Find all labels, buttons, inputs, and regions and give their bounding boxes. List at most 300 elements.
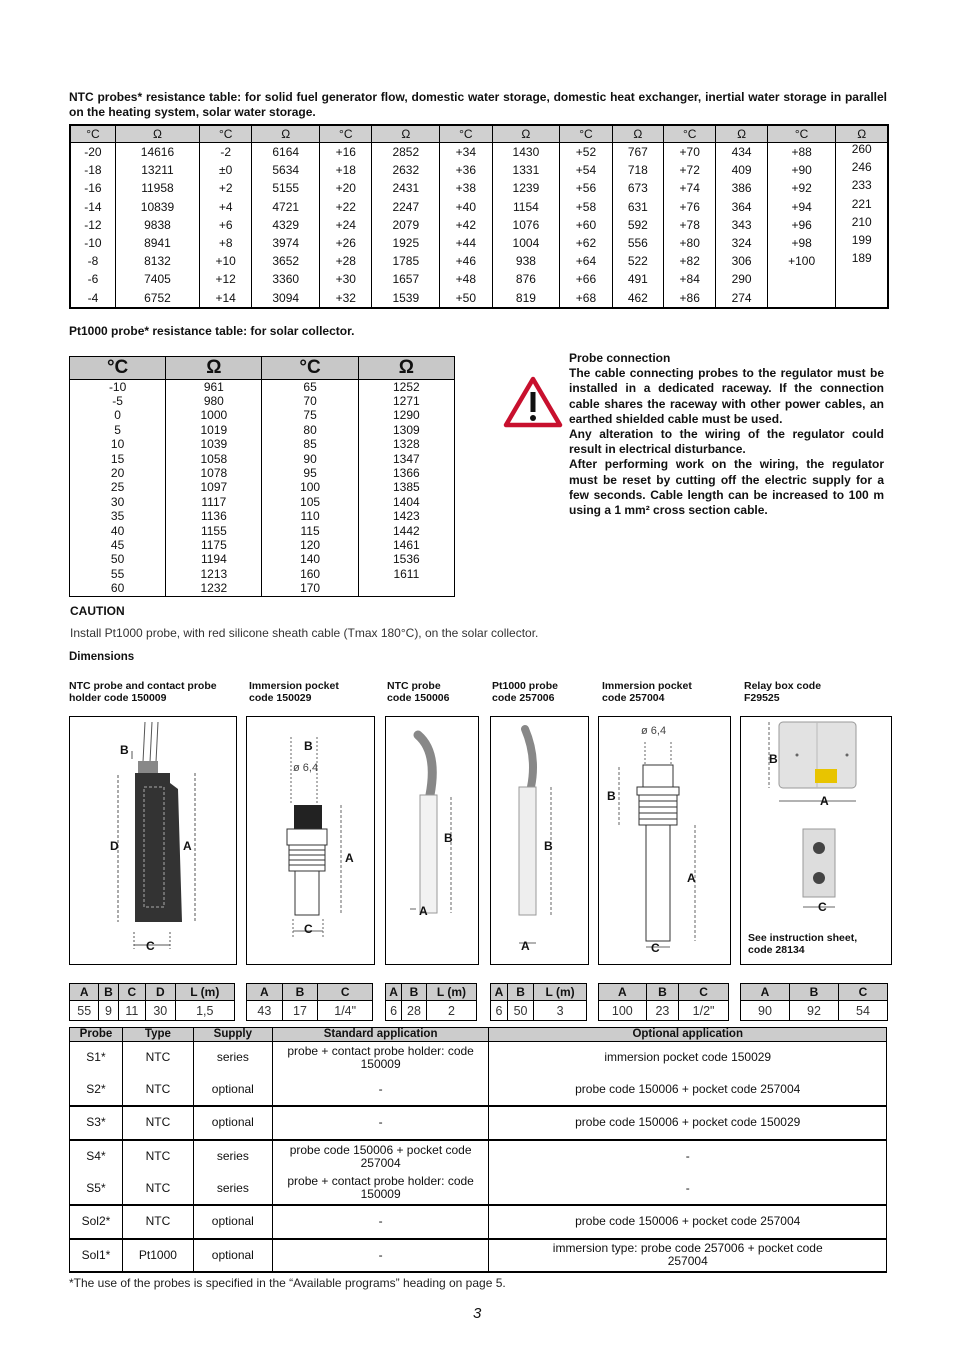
dim-header-cell: C [839,984,888,1001]
pt-cell: 105 [262,495,358,509]
dim-header-cell: B [646,984,679,1001]
diagram-pt1000-probe-257006 [490,716,589,965]
ntc-cell: 876 [492,270,560,288]
pt-cell: 10 [110,437,125,452]
pt-header-cell: °C [262,357,358,380]
ntc-cell: +8 [200,234,252,252]
dim-label-b: B [304,739,313,753]
table-row [70,553,454,567]
pt1000-resistance-table [69,356,455,597]
ntc-cell: +12 [200,270,252,288]
ntc-cell: 10839 [115,198,199,216]
diagram-title-150006: NTC probe code 150006 [387,680,450,704]
ntc-cell: +38 [440,179,492,197]
app-cell: probe code 150006 + pocket code 257004 [489,1205,887,1239]
table-row [70,1042,887,1074]
pt-table-title: Pt1000 probe* resistance table: for solar collector. [69,324,355,338]
pt-cell: 45 [110,537,125,552]
ntc-cell: 5155 [252,179,320,197]
ntc-cell [836,270,888,288]
table-row [70,1074,887,1107]
dim-header-cell: A [491,984,508,1001]
dim-value-cell: 3 [534,1001,587,1021]
dim-value-row [491,1001,587,1021]
pt-cell: 25 [110,480,125,495]
ntc-header-cell: Ω [836,126,888,143]
caution-text: Install Pt1000 probe, with red silicone sheath cable (Tmax 180°C), on the solar collector. [70,626,539,640]
pt-cell: 20 [110,466,125,481]
app-cell: series [193,1140,272,1173]
dim-value-cell: 43 [247,1001,283,1021]
dim-header-cell: D [146,984,175,1001]
app-cell: immersion type: probe code 257006 + pocket code 257004 [489,1239,887,1273]
app-cell: immersion pocket code 150029 [489,1042,887,1074]
app-cell: NTC [122,1140,193,1173]
app-cell: S5* [70,1172,123,1205]
dim-value-cell: 23 [646,1001,679,1021]
ntc-cell: +22 [320,198,372,216]
ntc-cell: -12 [71,216,116,234]
ntc-cell: 592 [612,216,663,234]
ntc-cell: 3974 [252,234,320,252]
dim-label-c: C [818,900,827,914]
pt-cell: 1423 [358,510,454,524]
table-row [70,567,454,581]
app-cell: Sol1* [70,1239,123,1273]
dim-value-row [70,1001,235,1021]
ntc-cell: +98 [767,234,836,252]
ntc-cell: +86 [664,289,716,308]
pt-cell: 1000 [166,409,262,423]
app-header-cell: Optional application [489,1028,887,1042]
pt-cell: 1271 [358,394,454,408]
ntc-cell: 324 [716,234,767,252]
ntc-cell: 767 [612,143,663,162]
dim-value-row [247,1001,373,1021]
dim-label-d: D [110,839,119,853]
pt-cell: 160 [262,567,358,581]
dim-header-cell: B [790,984,839,1001]
ntc-cell: 2079 [372,216,440,234]
ntc-cell: 491 [612,270,663,288]
dim-label-a: A [687,871,696,885]
app-cell: NTC [122,1172,193,1205]
ntc-cell: +54 [560,161,612,179]
ntc-header-cell: °C [440,126,492,143]
app-cell: - [272,1239,489,1273]
ntc-cell: 189 [836,252,888,270]
app-cell: - [272,1074,489,1107]
ntc-cell: +48 [440,270,492,288]
ntc-header-cell: Ω [252,126,320,143]
ntc-cell: 8941 [115,234,199,252]
ntc-cell: +66 [560,270,612,288]
app-cell: NTC [122,1042,193,1074]
probe-application-table [69,1027,887,1273]
ntc-cell: -16 [71,179,116,197]
pt-cell: 30 [110,494,125,509]
ntc-cell: +24 [320,216,372,234]
pt-cell: 980 [166,394,262,408]
dim-header-cell: A [70,984,99,1001]
ntc-cell: +62 [560,234,612,252]
ntc-cell: -2 [200,143,252,162]
ntc-cell: -4 [71,289,116,308]
app-cell: optional [193,1205,272,1239]
pt-header-cell: °C [70,357,166,380]
ntc-cell: 1539 [372,289,440,308]
ntc-cell: 233 [836,179,888,197]
ntc-cell: +82 [664,252,716,270]
diagram-title-257006: Pt1000 probe code 257006 [492,680,558,704]
pt-cell: 110 [262,510,358,524]
app-cell: S3* [70,1106,123,1140]
ntc-cell: +34 [440,143,492,162]
ntc-cell: 11958 [115,179,199,197]
ntc-cell: 3094 [252,289,320,308]
ntc-cell: +60 [560,216,612,234]
dim-header-cell: A [741,984,790,1001]
ntc-cell: +6 [200,216,252,234]
ntc-cell: 210 [836,216,888,234]
ntc-header-cell: Ω [492,126,560,143]
diagram-title-257004: Immersion pocket code 257004 [602,680,692,704]
pt-header-cell: Ω [166,357,262,380]
ntc-header-cell: °C [767,126,836,143]
ntc-cell: -20 [71,143,116,162]
app-cell: Pt1000 [122,1239,193,1273]
relay-note: See instruction sheet, code 28134 [748,932,858,956]
dim-value-cell: 6 [386,1001,402,1021]
ntc-cell: 7405 [115,270,199,288]
ntc-cell: 2247 [372,198,440,216]
ntc-cell: +18 [320,161,372,179]
ntc-cell: 1239 [492,179,560,197]
ntc-cell: +68 [560,289,612,308]
dim-table-150006 [385,983,477,1021]
pt-cell: 1039 [166,438,262,452]
pt-cell: 120 [262,538,358,552]
dim-value-cell: 90 [741,1001,790,1021]
ntc-cell: 631 [612,198,663,216]
table-row [70,466,454,480]
ntc-cell: +100 [767,252,836,270]
ntc-cell: 3360 [252,270,320,288]
diagram-title-150029: Immersion pocket code 150029 [249,680,339,704]
table-row [70,409,454,423]
ntc-cell: 364 [716,198,767,216]
dim-value-cell: 55 [70,1001,99,1021]
app-cell: probe code 150006 + pocket code 150029 [489,1106,887,1140]
ntc-cell: +44 [440,234,492,252]
ntc-header-cell: °C [664,126,716,143]
ntc-cell: 556 [612,234,663,252]
ntc-cell: +36 [440,161,492,179]
pt-cell: 1461 [358,538,454,552]
ntc-cell: +52 [560,143,612,162]
ntc-cell: 246 [836,161,888,179]
ntc-cell: +40 [440,198,492,216]
ntc-cell: 1785 [372,252,440,270]
pt-cell: 115 [262,524,358,538]
ntc-cell: 4329 [252,216,320,234]
table-row [71,143,888,162]
ntc-cell: 522 [612,252,663,270]
app-cell: series [193,1042,272,1074]
pt-cell: 95 [262,466,358,480]
ntc-cell: 274 [716,289,767,308]
ntc-cell: 386 [716,179,767,197]
ntc-cell: +96 [767,216,836,234]
dim-label-diameter: ø 6,4 [293,762,319,774]
ntc-cell [767,289,836,308]
app-cell: - [272,1106,489,1140]
ntc-cell: 5634 [252,161,320,179]
app-cell: S1* [70,1042,123,1074]
dim-value-cell: 17 [282,1001,318,1021]
ntc-cell: 409 [716,161,767,179]
pt-cell: 1536 [358,553,454,567]
pt-cell: 60 [110,581,125,596]
dim-label-c: C [651,941,660,955]
dim-table-150009 [69,983,235,1021]
diagram-immersion-pocket-150029 [246,716,375,965]
table-row [70,495,454,509]
pt-cell: 1347 [358,452,454,466]
ntc-cell: 343 [716,216,767,234]
dim-header-cell: A [247,984,283,1001]
dim-header-cell: A [599,984,647,1001]
app-header-cell: Standard application [272,1028,489,1042]
pt-cell: 40 [110,523,125,538]
probe-connection-p1: The cable connecting probes to the regulator must be installed in a dedicated raceway. If the connection cable shares the raceway with other power cables, an earthed shielded cable must be used. [569,366,884,426]
app-cell: - [489,1172,887,1205]
table-row [70,1239,887,1273]
pt-cell: 140 [262,553,358,567]
ntc-cell: 2852 [372,143,440,162]
app-header-cell: Supply [193,1028,272,1042]
dim-label-b: B [607,789,616,803]
pt-cell: 1097 [166,481,262,495]
dim-value-cell: 50 [507,1001,533,1021]
dim-value-cell: 1,5 [175,1001,234,1021]
app-cell: probe code 150006 + pocket code 257004 [489,1074,887,1107]
ntc-header-cell: °C [560,126,612,143]
table-row [71,289,888,308]
dim-header-row [70,984,235,1001]
dim-value-row [386,1001,477,1021]
dim-label-a: A [345,851,354,865]
ntc-resistance-table [69,124,889,309]
ntc-cell: 221 [836,198,888,216]
app-cell: optional [193,1239,272,1273]
pt-cell: 1213 [166,567,262,581]
pt-header-cell: Ω [358,357,454,380]
pt-cell: -5 [112,394,123,409]
ntc-cell: +16 [320,143,372,162]
dim-header-cell: B [507,984,533,1001]
pt-cell: 85 [262,438,358,452]
app-cell: NTC [122,1074,193,1107]
app-cell: S2* [70,1074,123,1107]
pt-cell: 1404 [358,495,454,509]
ntc-cell: 718 [612,161,663,179]
ntc-cell: 260 [836,143,888,162]
pt-cell: 1611 [358,567,454,581]
ntc-cell: +56 [560,179,612,197]
ntc-cell: +84 [664,270,716,288]
table-row [70,481,454,495]
pt-cell: 1019 [166,423,262,437]
ntc-cell: +80 [664,234,716,252]
probe-connection-p2: Any alteration to the wiring of the regulator could result in electrical disturbance. [569,427,884,457]
dim-label-c: C [304,922,313,936]
dim-header-cell: B [282,984,318,1001]
table-row [71,179,888,197]
app-header-cell: Type [122,1028,193,1042]
dim-label-a: A [419,904,428,918]
ntc-cell: +10 [200,252,252,270]
ntc-cell: +14 [200,289,252,308]
dim-header-cell: B [402,984,427,1001]
pt-cell: 1136 [166,510,262,524]
pt-cell: 1117 [166,495,262,509]
dim-header-row [491,984,587,1001]
dim-value-cell: 28 [402,1001,427,1021]
ntc-cell: +32 [320,289,372,308]
dim-label-b: B [544,839,553,853]
table-row [70,423,454,437]
ntc-header-cell: Ω [612,126,663,143]
dim-header-cell: L (m) [426,984,476,1001]
dim-value-cell: 1/4" [318,1001,373,1021]
ntc-cell: -14 [71,198,116,216]
table-row [70,380,454,395]
ntc-cell: +88 [767,143,836,162]
app-cell: - [272,1205,489,1239]
ntc-cell: +70 [664,143,716,162]
table-row [70,438,454,452]
table-row [70,524,454,538]
pt-cell: 55 [110,566,125,581]
ntc-cell: +28 [320,252,372,270]
pt-cell: 170 [262,581,358,595]
ntc-cell: +64 [560,252,612,270]
app-cell: probe + contact probe holder: code 150009 [272,1042,489,1074]
pt-cell: 35 [110,509,125,524]
pt-cell: 75 [262,409,358,423]
app-cell: probe + contact probe holder: code 150009 [272,1172,489,1205]
ntc-cell: 819 [492,289,560,308]
app-cell: S4* [70,1140,123,1173]
pt-cell [358,581,454,595]
ntc-cell: +92 [767,179,836,197]
pt-cell: 65 [262,380,358,395]
ntc-cell: 3652 [252,252,320,270]
table-row [71,161,888,179]
ntc-cell: +42 [440,216,492,234]
app-cell: NTC [122,1106,193,1140]
diagram-relay-box-f29525 [740,716,892,965]
app-cell: NTC [122,1205,193,1239]
dim-header-row [599,984,729,1001]
dim-header-cell: L (m) [175,984,234,1001]
dim-value-cell: 100 [599,1001,647,1021]
ntc-cell: 1076 [492,216,560,234]
dim-value-cell: 9 [99,1001,118,1021]
ntc-cell: 1430 [492,143,560,162]
table-row [70,1172,887,1205]
dim-label-a: A [183,839,192,853]
dim-value-cell: 2 [426,1001,476,1021]
ntc-cell: 938 [492,252,560,270]
ntc-cell [836,289,888,308]
pt-cell: 5 [114,422,121,437]
dim-table-257004 [598,983,729,1021]
dim-header-row [741,984,888,1001]
app-header-cell: Probe [70,1028,123,1042]
dim-value-cell: 1/2" [679,1001,729,1021]
app-cell: series [193,1172,272,1205]
pt-cell: 1366 [358,466,454,480]
pt-cell: 1290 [358,409,454,423]
caution-title: CAUTION [70,604,125,618]
ntc-cell: 1925 [372,234,440,252]
pt-cell: 1328 [358,438,454,452]
pt-cell: 1385 [358,481,454,495]
pt-cell: 1442 [358,524,454,538]
pt-cell: 80 [262,423,358,437]
app-cell: optional [193,1074,272,1107]
pt-cell: -10 [108,379,127,394]
dim-label-b: B [444,831,453,845]
pt-cell: 50 [110,552,125,567]
dim-header-cell: C [118,984,146,1001]
diagram-ntc-probe-150006 [385,716,479,965]
ntc-cell: +50 [440,289,492,308]
dim-label-a: A [820,794,829,808]
ntc-cell: 13211 [115,161,199,179]
warning-icon [503,376,563,428]
table-row [71,198,888,216]
ntc-cell: +94 [767,198,836,216]
ntc-cell: +46 [440,252,492,270]
ntc-cell: -10 [71,234,116,252]
dim-header-cell: C [318,984,373,1001]
ntc-header-cell: °C [320,126,372,143]
ntc-cell: 2632 [372,161,440,179]
pt-cell: 90 [262,452,358,466]
app-cell: probe code 150006 + pocket code 257004 [272,1140,489,1173]
dim-label-diameter: ø 6,4 [641,725,667,737]
dim-header-cell: A [386,984,402,1001]
diagram-immersion-pocket-257004 [598,716,731,965]
app-cell: optional [193,1106,272,1140]
ntc-cell [767,270,836,288]
dim-header-cell: B [99,984,118,1001]
dim-value-cell: 92 [790,1001,839,1021]
ntc-cell: +30 [320,270,372,288]
ntc-header-cell: Ω [372,126,440,143]
pt-cell: 1252 [358,380,454,395]
dim-header-cell: L (m) [534,984,587,1001]
dim-value-row [741,1001,888,1021]
ntc-cell: -6 [71,270,116,288]
ntc-cell: ±0 [200,161,252,179]
ntc-cell: 434 [716,143,767,162]
table-row [70,1106,887,1140]
probe-connection-title: Probe connection [569,351,671,365]
